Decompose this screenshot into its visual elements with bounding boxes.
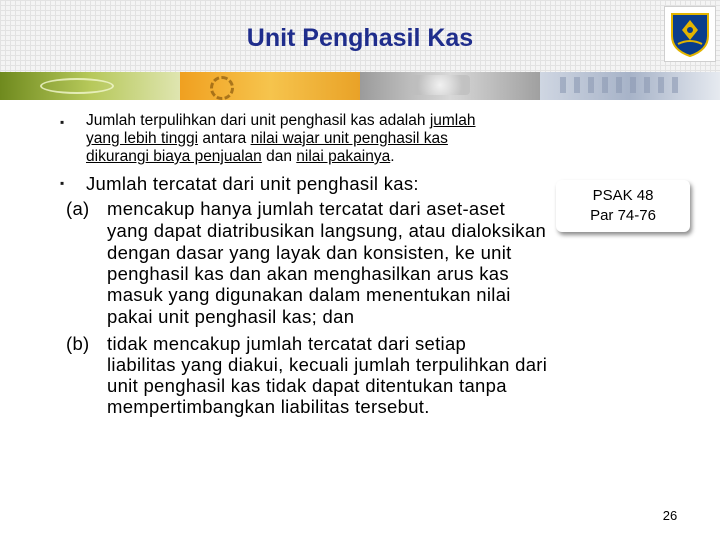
callout-line1: PSAK 48	[592, 187, 654, 204]
item-b-line: unit penghasil kas tidak dapat ditentukan tanpa	[107, 375, 507, 396]
slide-title: Unit Penghasil Kas	[246, 24, 474, 52]
item-a-line: penghasil kas dan akan menghasilkan arus kas	[107, 263, 509, 284]
item-b-marker: (b)	[66, 333, 90, 354]
callout-line2: Par 74-76	[590, 207, 656, 224]
psak-callout	[556, 180, 690, 232]
bullet-square-icon: ▪	[60, 176, 65, 190]
bullet1-line3: dikurangi biaya penjualan dan nilai pakainya.	[86, 148, 395, 165]
item-b-line: liabilitas yang diakui, kecuali jumlah terpulihkan dari	[107, 354, 548, 375]
item-a-marker: (a)	[66, 198, 90, 219]
item-a-line: mencakup hanya jumlah tercatat dari aset-aset	[107, 198, 506, 219]
item-a-line: yang dapat diatribusikan langsung, atau dialoksikan	[107, 220, 547, 241]
item-a-line: dengan dasar yang layak dan konsisten, ke unit	[107, 242, 512, 263]
page-number: 26	[662, 508, 678, 523]
item-a-line: pakai unit penghasil kas; dan	[107, 306, 355, 327]
item-b-line: mempertimbangkan liabilitas tersebut.	[107, 396, 430, 417]
bullet1-line2: yang lebih tinggi antara nilai wajar unit penghasil kas	[86, 130, 448, 147]
bullet2-intro: Jumlah tercatat dari unit penghasil kas:	[86, 173, 419, 194]
item-b-line: tidak mencakup jumlah tercatat dari setiap	[107, 333, 467, 354]
bullet-square-icon: ▪	[60, 115, 65, 129]
bullet1-line1: Jumlah terpulihkan dari unit penghasil kas adalah jumlah	[86, 112, 476, 129]
item-a-line: masuk yang digunakan dalam menentukan nilai	[107, 284, 511, 305]
